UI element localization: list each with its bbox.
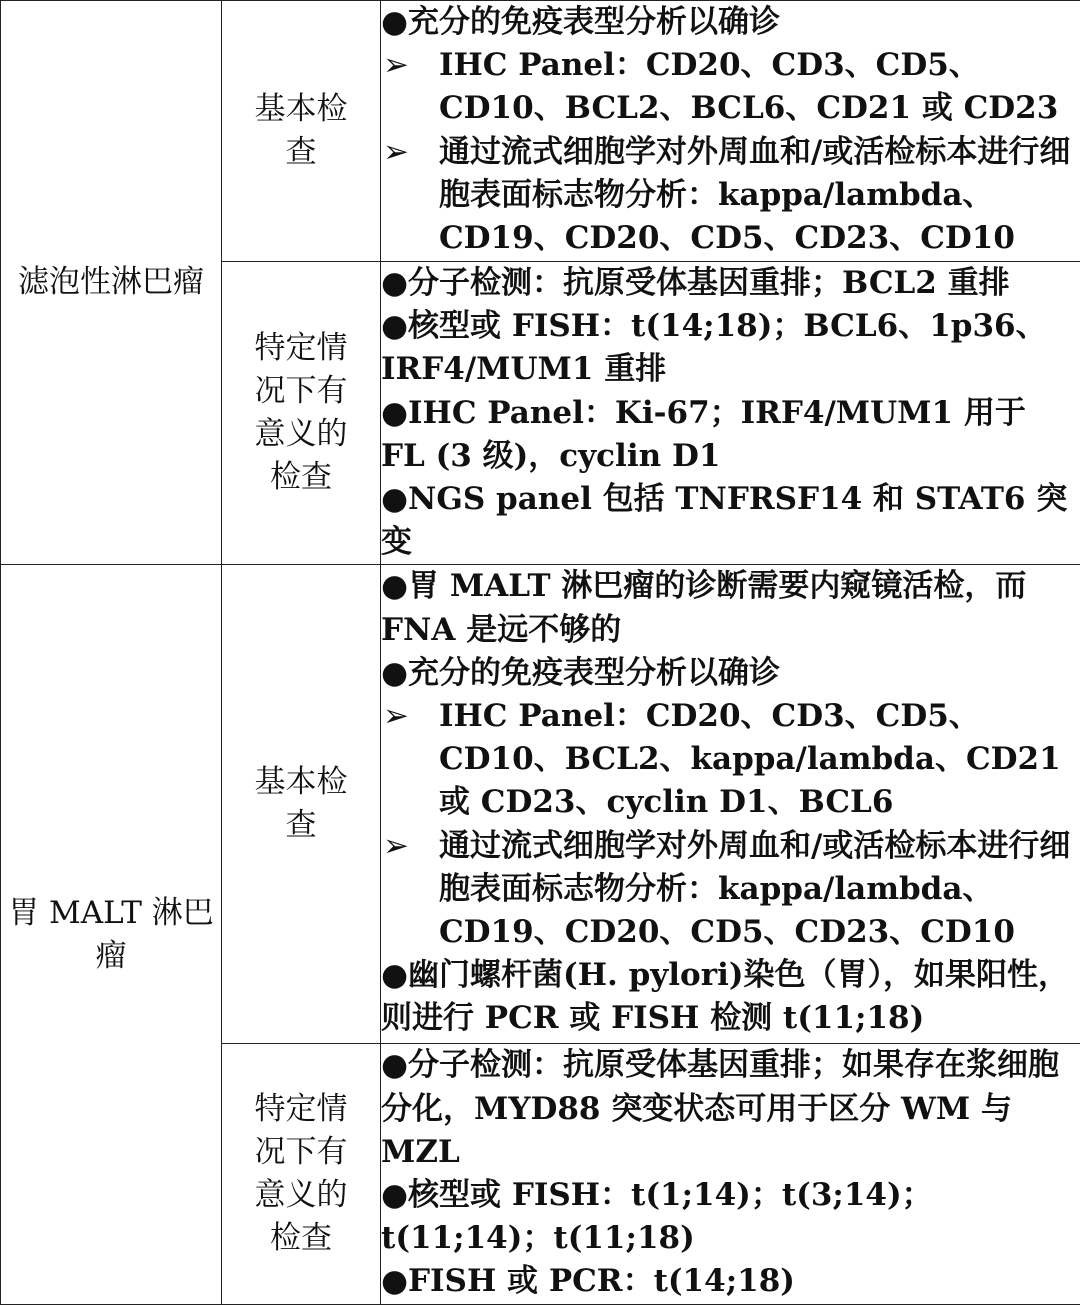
disease-name-cell: 滤泡性淋巴瘤 [1, 1, 222, 565]
sub-item [381, 695, 1080, 825]
details-cell [381, 262, 1080, 565]
bullet-item: ●核型或 FISH：t(14;18)；BCL6、1p36、IRF4/MUM1 重排 [381, 305, 1080, 391]
arrowhead-icon: ➢ [383, 695, 409, 738]
bullet-item: ●分子检测：抗原受体基因重排；如果存在浆细胞分化，MYD88 突变状态可用于区分 WM 与 MZL [381, 1044, 1080, 1174]
category-label: 特定情况下有意义的检查 [246, 327, 356, 499]
category-label: 特定情况下有意义的检查 [246, 1088, 356, 1260]
arrowhead-icon: ➢ [383, 825, 409, 868]
arrowhead-icon: ➢ [383, 44, 409, 87]
bullet-item: ●分子检测：抗原受体基因重排；BCL2 重排 [381, 262, 1080, 305]
sub-item-text: IHC Panel：CD20、CD3、CD5、CD10、BCL2、kappa/lambda、CD21 或 CD23、cyclin D1、BCL6 [439, 698, 1061, 820]
category-label: 基本检查 [246, 761, 356, 847]
bullet-item: ●核型或 FISH：t(1;14)；t(3;14)；t(11;14)；t(11;18) [381, 1174, 1080, 1260]
category-cell [222, 1044, 381, 1305]
sub-item [381, 44, 1080, 130]
bullet-item: ●充分的免疫表型分析以确诊 [381, 652, 1080, 695]
details-cell [381, 565, 1080, 1044]
sub-item [381, 825, 1080, 955]
bullet-item: ●胃 MALT 淋巴瘤的诊断需要内窥镜活检，而 FNA 是远不够的 [381, 565, 1080, 651]
bullet-item: ●NGS panel 包括 TNFRSF14 和 STAT6 突变 [381, 478, 1080, 564]
bullet-item: ●FISH 或 PCR：t(14;18) [381, 1260, 1080, 1303]
disease-name-cell: 胃 MALT 淋巴瘤 [1, 565, 222, 1305]
sub-item-text: IHC Panel：CD20、CD3、CD5、CD10、BCL2、BCL6、CD21 或 CD23 [439, 47, 1058, 126]
details-cell [381, 1, 1080, 262]
bullet-item: ●IHC Panel：Ki-67；IRF4/MUM1 用于 FL (3 级)，cyclin D1 [381, 392, 1080, 478]
bullet-item: ●幽门螺杆菌(H. pylori)染色（胃），如果阳性，则进行 PCR 或 FISH 检测 t(11;18) [381, 954, 1080, 1040]
table-row [1, 1, 1080, 262]
details-cell [381, 1044, 1080, 1305]
sub-item-text: 通过流式细胞学对外周血和/或活检标本进行细胞表面标志物分析：kappa/lambda、CD19、CD20、CD5、CD23、CD10 [439, 134, 1070, 256]
table-row [1, 565, 1080, 1044]
category-cell [222, 262, 381, 565]
category-cell [222, 1, 381, 262]
sub-item-text: 通过流式细胞学对外周血和/或活检标本进行细胞表面标志物分析：kappa/lambda、CD19、CD20、CD5、CD23、CD10 [439, 828, 1070, 950]
arrowhead-icon: ➢ [383, 131, 409, 174]
category-cell [222, 565, 381, 1044]
category-label: 基本检查 [246, 88, 356, 174]
bullet-item: ●充分的免疫表型分析以确诊 [381, 1, 1080, 44]
sub-item [381, 131, 1080, 261]
